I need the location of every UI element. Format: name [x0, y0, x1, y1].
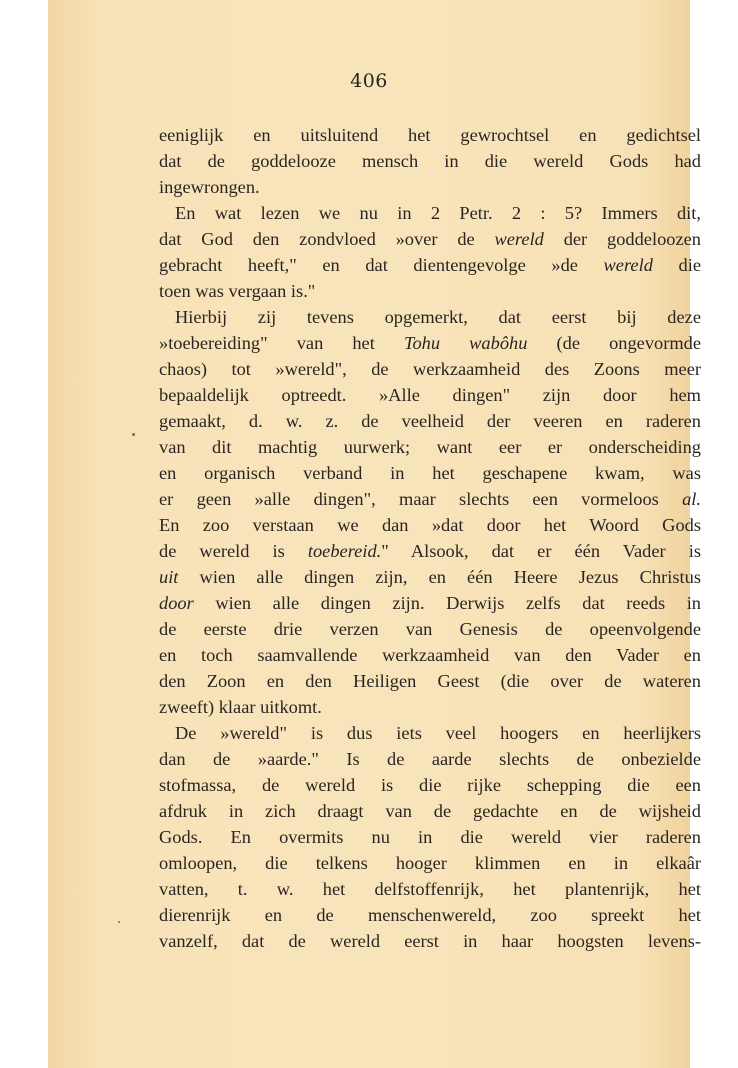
text-run: omloopen, die telkens hooger klimmen en in elkaâr: [159, 853, 701, 873]
text-run: stofmassa, de wereld is die rijke schepping die een: [159, 775, 701, 795]
text-run: " Alsook, dat er één Vader is: [381, 541, 701, 561]
text-run: gebracht heeft," en dat dientengevolge »de: [159, 255, 604, 275]
text-line: [159, 876, 701, 902]
text-run: wien alle dingen zijn, en één Heere Jezus Christus: [178, 567, 701, 587]
text-run: chaos) tot »wereld", de werkzaamheid des Zoons meer: [159, 359, 701, 379]
text-line: [159, 122, 701, 148]
text-line: [159, 304, 701, 330]
italic-text: toebereid.: [307, 541, 382, 561]
text-run: Gods. En overmits nu in die wereld vier raderen: [159, 827, 701, 847]
italic-text: wereld: [494, 229, 544, 249]
text-line: [159, 538, 701, 564]
text-run: de eerste drie verzen van Genesis de opeenvolgende: [159, 619, 701, 639]
italic-text: uit: [159, 567, 179, 587]
text-line: [159, 928, 701, 954]
text-line: [159, 460, 701, 486]
text-run: en organisch verband in het geschapene kwam, was: [159, 463, 701, 483]
text-line: [159, 486, 701, 512]
text-run: eeniglijk en uitsluitend het gewrochtsel en gedichtsel: [159, 125, 701, 145]
italic-text: Tohu wabôhu: [403, 333, 528, 353]
text-run: En wat lezen we nu in 2 Petr. 2 : 5? Immers dit,: [175, 203, 701, 223]
text-line: [159, 200, 701, 226]
body-text: [159, 122, 701, 954]
text-run: dat God den zondvloed »over de: [159, 229, 495, 249]
text-run: »toebereiding" van het: [159, 333, 404, 353]
text-line: [159, 330, 701, 356]
text-run: van dit machtig uurwerk; want eer er onderscheiding: [159, 437, 701, 457]
text-line: [159, 798, 701, 824]
italic-text: al.: [682, 489, 701, 509]
text-line: [159, 668, 701, 694]
text-line: [159, 564, 701, 590]
text-line: [159, 746, 701, 772]
paper-speck: [132, 433, 135, 436]
text-line: [159, 408, 701, 434]
text-run: De »wereld" is dus iets veel hoogers en heerlijkers: [175, 723, 701, 743]
text-line: [159, 694, 701, 720]
italic-text: door: [159, 593, 194, 613]
text-run: wien alle dingen zijn. Derwijs zelfs dat reeds in: [193, 593, 701, 613]
text-run: zweeft) klaar uitkomt.: [159, 697, 322, 717]
text-run: er geen »alle dingen", maar slechts een vormeloos: [159, 489, 683, 509]
text-run: vanzelf, dat de wereld eerst in haar hoogsten levens-: [159, 931, 701, 951]
page-number: 406: [350, 70, 388, 92]
text-line: [159, 278, 701, 304]
text-line: [159, 720, 701, 746]
text-line: [159, 382, 701, 408]
text-run: afdruk in zich draagt van de gedachte en de wijsheid: [159, 801, 701, 821]
text-run: die: [652, 255, 701, 275]
italic-text: wereld: [603, 255, 653, 275]
text-run: der goddeloozen: [543, 229, 701, 249]
text-run: bepaaldelijk optreedt. »Alle dingen" zijn door hem: [159, 385, 701, 405]
text-run: vatten, t. w. het delfstoffenrijk, het plantenrijk, het: [159, 879, 701, 899]
text-line: [159, 512, 701, 538]
text-line: [159, 148, 701, 174]
text-line: [159, 902, 701, 928]
text-run: Hierbij zij tevens opgemerkt, dat eerst bij deze: [175, 307, 701, 327]
text-run: den Zoon en den Heiligen Geest (die over de wateren: [159, 671, 701, 691]
text-line: [159, 850, 701, 876]
text-run: dan de »aarde." Is de aarde slechts de onbezielde: [159, 749, 701, 769]
paper-speck: [118, 921, 120, 923]
text-run: dierenrijk en de menschenwereld, zoo spreekt het: [159, 905, 701, 925]
text-run: toen was vergaan is.": [159, 281, 316, 301]
book-page: [48, 0, 702, 1068]
text-line: [159, 174, 701, 200]
text-run: ingewrongen.: [159, 177, 260, 197]
text-line: [159, 642, 701, 668]
text-line: [159, 434, 701, 460]
text-line: [159, 772, 701, 798]
text-line: [159, 252, 701, 278]
text-line: [159, 590, 701, 616]
text-line: [159, 356, 701, 382]
text-run: dat de goddelooze mensch in die wereld Gods had: [159, 151, 701, 171]
text-run: En zoo verstaan we dan »dat door het Woord Gods: [159, 515, 701, 535]
text-line: [159, 824, 701, 850]
text-run: gemaakt, d. w. z. de veelheid der veeren en raderen: [159, 411, 701, 431]
text-line: [159, 226, 701, 252]
text-run: (de ongevormde: [527, 333, 702, 353]
text-line: [159, 616, 701, 642]
text-run: de wereld is: [159, 541, 308, 561]
text-run: en toch saamvallende werkzaamheid van den Vader en: [159, 645, 701, 665]
